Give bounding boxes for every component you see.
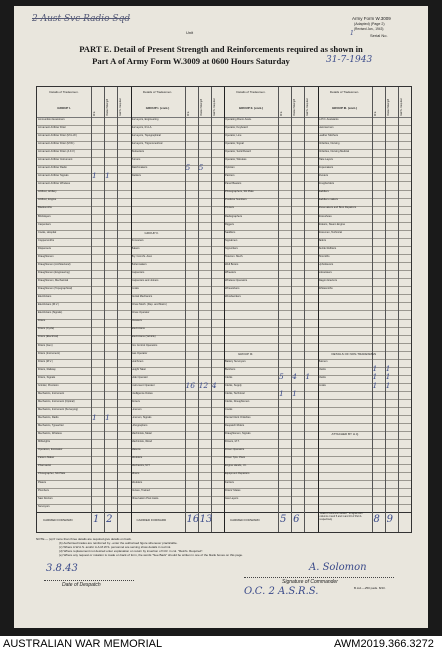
trade-name: Draughtsmen (Topographical) bbox=[38, 287, 73, 291]
column-subheader: Posted Strength bbox=[106, 98, 110, 116]
trade-name: Masons bbox=[131, 448, 141, 452]
trade-name: Grinder, Precision bbox=[38, 383, 59, 387]
trade-name: Plate Layers bbox=[318, 158, 333, 162]
trade-name: Blacksmiths bbox=[38, 206, 52, 210]
trade-name: Driver-Mech. (Rep. and Maint.) bbox=[131, 303, 168, 307]
trade-name: Fitters, Signals bbox=[38, 375, 56, 379]
trade-name: Surveyors, Trigonometrical bbox=[131, 141, 163, 145]
row-entry-reinf: 4 bbox=[211, 380, 217, 390]
trade-name: Cooks bbox=[131, 287, 139, 291]
group-heading: GROUP I. bbox=[57, 106, 71, 110]
trade-name: Despatch Riders bbox=[225, 424, 245, 428]
trade-name: Operators, Excavator bbox=[38, 448, 63, 452]
trade-name: G.P.O. Assistants bbox=[318, 117, 339, 121]
trade-name: Operator, Signal bbox=[225, 141, 244, 145]
trade-name: Tailors bbox=[318, 238, 326, 242]
despatch-date-handwritten: 3.8.43 bbox=[46, 563, 78, 574]
trade-name: Printers bbox=[225, 206, 234, 210]
trade-name: Pattern Maker bbox=[38, 456, 55, 460]
number-divider bbox=[117, 87, 118, 532]
trade-name: Battery Surveyors bbox=[225, 359, 246, 363]
serial-no-label: Serial No. bbox=[370, 33, 388, 38]
trade-name: Cooks bbox=[318, 383, 326, 387]
form-ref-3: (Revised Jan., 1943) bbox=[354, 27, 384, 31]
group-heading: GROUP I. (cont.) bbox=[145, 106, 170, 110]
trade-name: Observation Post Assts. bbox=[131, 496, 160, 500]
number-divider bbox=[211, 87, 212, 532]
trade-name: Tinsmiths bbox=[318, 254, 330, 258]
trade-name: Armourers bbox=[131, 238, 144, 242]
trade-name: Clerks bbox=[318, 375, 326, 379]
trade-name: Bty. Comd's. Asst. bbox=[131, 254, 153, 258]
trade-name: Carpenters and Joiners bbox=[131, 279, 159, 283]
details-heading: Details of Tradesmen. bbox=[329, 90, 360, 94]
form-date-handwritten: 31-7-1943 bbox=[326, 55, 373, 65]
trade-name: Mechanics, Wireless bbox=[38, 432, 62, 436]
trade-name: Mechanics, M.T. bbox=[131, 464, 151, 468]
form-title-line2: Part A of Army Form W.3009 at 0600 Hours Saturday bbox=[92, 56, 290, 66]
number-divider bbox=[185, 87, 186, 532]
trade-name: Mechanics, Radio bbox=[38, 416, 59, 420]
trade-name: Driver-Operator bbox=[131, 311, 150, 315]
trade-name: Draughtsmen, Mechanical bbox=[38, 279, 69, 283]
trade-name: Armament Artificer Fitter (M.W.) bbox=[38, 141, 75, 145]
carried-forward-we: 16 bbox=[186, 514, 200, 525]
trade-name: Surveyors, Topographical bbox=[131, 133, 161, 137]
trade-name: Machinists, Metal bbox=[131, 432, 152, 436]
trade-name: Operator, Wireless bbox=[225, 158, 247, 162]
trade-name: Armament Artificer Fitter (A.F.V.) bbox=[38, 150, 76, 154]
serial-no-value: 1 bbox=[350, 30, 354, 37]
trade-name: Stokers, Steam Engine bbox=[318, 222, 346, 226]
trade-name: Cooks, Hospital bbox=[38, 230, 57, 234]
trade-name: Linemen bbox=[131, 408, 142, 411]
trade-name: Saddlers bbox=[318, 190, 329, 194]
strength-table bbox=[36, 86, 412, 533]
trade-name: Operator, Keyboard bbox=[225, 125, 248, 129]
totals-note: Totals of columns marked * to agree with columns 4 and 5 and 1 and 16 of Part A respectively bbox=[319, 512, 363, 521]
trade-name: Saw Doctors bbox=[38, 496, 53, 500]
trade-name: Draughtsmen, Signals bbox=[225, 432, 251, 436]
row-entry-posted: 5 bbox=[198, 162, 204, 172]
group-heading: GROUP II. (cont.) bbox=[238, 106, 264, 110]
trade-name: Riggers bbox=[225, 222, 234, 226]
trade-name: Electricians (Vehicle) bbox=[131, 335, 156, 339]
group-heading: GROUP III. (cont.) bbox=[331, 106, 358, 110]
trade-name: Photographers, Slit Plate bbox=[225, 190, 254, 194]
trade-name: Dispensers bbox=[38, 246, 51, 250]
column-subheader: W.E. bbox=[280, 110, 283, 116]
column-divider bbox=[318, 87, 319, 532]
trade-name: Well Borers bbox=[225, 262, 239, 266]
trade-name: Turners bbox=[131, 158, 141, 162]
trade-name: Draughtsmen bbox=[38, 254, 54, 258]
row-entry-we: 1 bbox=[372, 380, 378, 390]
column-subheader: W.E. bbox=[186, 110, 190, 116]
carried-forward-posted: 2 bbox=[106, 514, 113, 525]
row-entry-we: 1 bbox=[372, 372, 378, 382]
note-line-2: (b) Authorised trades are reinforced by...enter the authorised figure whenever practicable. bbox=[59, 541, 178, 545]
trade-name: Mechanics, Instrument bbox=[38, 391, 65, 395]
group-label: DETAILS OF NON-TRADESMEN bbox=[331, 351, 377, 356]
trade-name: Wagon Erectors bbox=[318, 279, 337, 283]
trade-name: Linemen, Signals bbox=[131, 416, 152, 420]
trade-name: Clerks bbox=[318, 367, 326, 371]
trade-name: Miners bbox=[131, 472, 140, 476]
row-entry-posted: 1 bbox=[292, 388, 297, 398]
trade-name: Signalmen bbox=[225, 238, 238, 242]
trade-name: Armament Artificer Radio bbox=[38, 166, 67, 170]
trade-name: Armament Artificer Wireless bbox=[38, 182, 70, 186]
trade-name: Carpenters bbox=[38, 222, 51, 226]
trade-name: Instrument Operator bbox=[131, 383, 155, 387]
row-entry-posted: 1 bbox=[385, 380, 391, 390]
trade-name: Textile Refitters bbox=[318, 246, 337, 250]
trade-name: Clerks, Supply bbox=[225, 383, 242, 387]
trade-name: Armament Artificer Fitter bbox=[38, 125, 66, 129]
form-ref-2: (Adapted) (Page 2) bbox=[354, 22, 385, 26]
trade-name: Leather Stitchers bbox=[318, 133, 339, 137]
trade-name: Panel Beaters bbox=[225, 182, 242, 186]
number-divider bbox=[304, 87, 305, 532]
trade-name: Fitters (Gun) bbox=[38, 343, 53, 347]
trade-name: Gas Layers bbox=[225, 496, 239, 500]
row-entry-posted: 1 bbox=[105, 412, 110, 422]
trade-name: Toolsetters bbox=[131, 150, 145, 154]
number-divider bbox=[398, 87, 399, 532]
trade-name: Photographer, Slit Plate bbox=[38, 472, 66, 476]
details-heading: Details of Tradesmen. bbox=[236, 90, 266, 94]
trade-name: Millwrights bbox=[38, 440, 51, 444]
trade-name: Vulcanisers bbox=[318, 270, 332, 274]
trade-name: Engine Hands, I.C. bbox=[225, 464, 247, 468]
note-line-4: (d) Where replacement not desired enter explanation on return by insertion of N.R. in col. "Reinfs. Required". bbox=[59, 549, 204, 553]
group-label: GROUP III. bbox=[238, 351, 254, 356]
trade-name: Fitters bbox=[38, 319, 46, 323]
row-entry-posted: 1 bbox=[385, 372, 391, 382]
trade-name: Signwriters bbox=[225, 246, 238, 250]
trade-name: Painters bbox=[225, 174, 235, 178]
row-entry-reinf: 1 bbox=[305, 372, 311, 382]
trade-name: Mechanics, Instrument (Optical) bbox=[38, 399, 75, 403]
trade-name: Bakers bbox=[131, 246, 140, 250]
trade-name: Lithographers bbox=[131, 424, 148, 428]
trade-name: Woodworkers bbox=[225, 295, 241, 299]
trade-name: Electricians bbox=[38, 295, 52, 299]
carried-forward-label: CARRIED FORWARD bbox=[230, 518, 260, 522]
trade-name: Watchmakers bbox=[131, 166, 148, 170]
trade-name: Bricklayers bbox=[38, 214, 51, 218]
trade-name: Coppersmiths bbox=[38, 238, 55, 242]
trade-name: Armament Artificer Fitter (M.G.W.) bbox=[38, 133, 78, 137]
trade-name: Joiners bbox=[131, 399, 140, 403]
group-label: GROUP II. bbox=[144, 230, 159, 235]
details-heading: Details of Tradesmen. bbox=[49, 90, 79, 94]
trade-name: Rougheriders bbox=[318, 182, 335, 186]
trade-name: Fitters (Instrument) bbox=[38, 351, 60, 355]
column-subheader: Reinfs. Required bbox=[212, 98, 216, 116]
row-entry-posted: 4 bbox=[292, 372, 297, 382]
trade-name: Drivers, M.T. bbox=[225, 440, 240, 444]
trade-name: Optician bbox=[225, 166, 235, 170]
trade-name: Wireless Operators bbox=[225, 279, 248, 283]
trade-name: Surveyors, R.A.A. bbox=[131, 125, 153, 129]
despatch-date-line bbox=[44, 580, 134, 581]
trade-name: Electricians (M.V.) bbox=[38, 303, 59, 307]
trade-name: Clerks bbox=[225, 375, 233, 379]
trade-name: Fitters (M.V.) bbox=[38, 359, 53, 363]
carried-forward-we: 5 bbox=[280, 514, 287, 525]
trade-name: Fitters (Electrical) bbox=[38, 335, 59, 339]
unit-label: Unit bbox=[186, 30, 194, 35]
trade-name: Equipment Repairers bbox=[225, 472, 250, 476]
column-subheader: Reinfs. Required bbox=[119, 98, 123, 116]
row-entry-posted: 12 bbox=[198, 380, 209, 390]
trade-name: Intelligence Duties bbox=[131, 391, 153, 395]
trade-name: Wheelers bbox=[225, 270, 236, 274]
carried-forward-label: CARRIED FORWARD bbox=[43, 518, 73, 522]
trade-name: Orderlies, Nursing Medical bbox=[318, 150, 350, 154]
column-subheader: Reinfs. Required bbox=[399, 98, 403, 116]
trade-name: Predictor Numbers bbox=[225, 198, 247, 202]
note-line-1: NOTE.— (a) If more than three details are required give details on back. bbox=[36, 537, 132, 541]
carried-forward-posted: 6 bbox=[293, 514, 300, 525]
row-entry-we: 1 bbox=[92, 412, 97, 422]
carried-forward-label: CARRIED FORWARD bbox=[136, 518, 167, 522]
trade-name: Electricians bbox=[131, 327, 145, 331]
trade-name: Batmen bbox=[318, 359, 328, 363]
despatch-date-label: Date of Despatch bbox=[62, 582, 101, 588]
trade-name: Nurses, Trained bbox=[131, 488, 150, 492]
trade-name: Dressers bbox=[131, 319, 142, 323]
trade-name: Platers bbox=[38, 480, 47, 484]
trade-name: Surveyors, Engineering bbox=[131, 117, 159, 121]
trade-name: Storeshoes bbox=[318, 214, 332, 218]
trade-name: Clerks, Technical bbox=[225, 391, 245, 395]
trade-name: Draughtsmen (Architectural) bbox=[38, 262, 71, 266]
trade-name: Whitesmiths bbox=[318, 287, 333, 291]
trade-name: Surveyors bbox=[38, 504, 50, 508]
trade-name: Moulders bbox=[131, 456, 143, 460]
column-subheader: Posted Strength bbox=[199, 98, 203, 116]
trade-name: Plumbers bbox=[38, 488, 49, 492]
trade-name: Fitters (Cycle) bbox=[38, 327, 55, 331]
trade-name: Fire Control Operators bbox=[131, 343, 158, 347]
trade-name: Riveters bbox=[318, 174, 329, 178]
carried-forward-posted: 9 bbox=[386, 514, 394, 525]
row-entry-posted: 1 bbox=[105, 170, 110, 180]
trade-name: Shoemakers and Boot Repairers bbox=[318, 206, 357, 210]
trade-name: Saddlers makers bbox=[318, 198, 338, 202]
trade-name: Radiographers bbox=[225, 214, 243, 218]
row-entry-posted: 1 bbox=[385, 364, 391, 374]
trade-name: Pharmacist bbox=[38, 464, 51, 468]
form-sheet bbox=[14, 6, 428, 628]
trade-name: Butchers bbox=[225, 367, 236, 371]
trade-name: Mechanics, Typewriter bbox=[38, 424, 64, 428]
commander-rank-handwritten: O.C. 2 A.S.R.S. bbox=[244, 586, 319, 597]
trade-name: Hutchmen bbox=[131, 359, 144, 363]
row-entry-we: 1 bbox=[372, 364, 378, 374]
trade-name: Wireworkers bbox=[225, 287, 240, 291]
signature-line bbox=[244, 577, 394, 578]
carried-forward-posted: 13 bbox=[199, 514, 213, 525]
number-divider bbox=[104, 87, 105, 532]
number-divider bbox=[385, 87, 386, 532]
trade-name: Upholsterers bbox=[318, 262, 334, 266]
trade-name: Fitters' Mates bbox=[225, 488, 241, 492]
trade-name: Clerks, Draughtsmen bbox=[225, 399, 250, 403]
column-subheader: Posted Strength bbox=[386, 98, 390, 116]
group-label: ATTACHED BY H.Q. bbox=[331, 432, 360, 437]
trade-name: Armament Artificer Instrument bbox=[38, 158, 73, 162]
trade-name: Dental Clerk Orderlies bbox=[225, 416, 251, 420]
column-subheader: W.E. bbox=[93, 110, 96, 116]
trade-name: Draughtsmen (Engineering) bbox=[38, 270, 70, 274]
trade-name: Boilermakers bbox=[131, 262, 147, 266]
carried-forward-we: 1 bbox=[93, 514, 100, 525]
trade-name: Electricians (Signals) bbox=[38, 311, 63, 315]
unit-name-handwritten: 2 Aust Svc Radio Sqd bbox=[32, 14, 131, 24]
number-divider bbox=[278, 87, 279, 532]
trade-name: Carpenters bbox=[131, 270, 145, 274]
trade-name: Operator, Line bbox=[225, 133, 242, 137]
trade-name: Telecom. Mech. bbox=[225, 254, 244, 258]
note-line-3: (c) Where A.W.A.S. and/or A.A.M.W.S. personnel are serving show details in red ink. bbox=[59, 545, 172, 549]
trade-name: Hammermen bbox=[318, 125, 334, 129]
trade-name: Ammunition Examiners bbox=[38, 117, 65, 121]
row-entry-we: 1 bbox=[279, 388, 284, 398]
trade-name: Saddlers bbox=[225, 230, 236, 234]
trade-name: Ropemakers bbox=[318, 166, 334, 170]
trade-name: Orderlies, Nursing bbox=[318, 141, 340, 145]
trade-name: Hide Operator bbox=[131, 375, 148, 379]
caption-left: AUSTRALIAN WAR MEMORIAL bbox=[3, 638, 163, 650]
trade-name: Mechanics, Instrument (Surveying) bbox=[38, 408, 79, 411]
number-divider bbox=[91, 87, 92, 532]
trade-name: Cooks bbox=[225, 408, 233, 411]
trade-name: Storemen, Technical bbox=[318, 230, 342, 234]
trade-name: Operating Room Assts. bbox=[225, 117, 252, 121]
caption-right: AWM2019.366.3272 bbox=[334, 638, 434, 650]
column-subheader: Posted Strength bbox=[293, 98, 297, 116]
row-entry-we: 1 bbox=[92, 170, 97, 180]
trade-name: Operator, Switchboard bbox=[225, 150, 251, 154]
signature-label: Signature of Commander bbox=[282, 579, 338, 585]
note-line-5: (e) Where any request or notation is made on back of form, the words "See Back" should be written in one of the blank boxes on this page. bbox=[59, 553, 243, 557]
number-divider bbox=[291, 87, 292, 532]
trade-name: Fitters, Railway bbox=[38, 367, 56, 371]
form-ref-1: Army Form W.3009 bbox=[352, 16, 391, 21]
details-heading: Details of Tradesmen. bbox=[142, 90, 173, 94]
form-title-line1: PART E. Detail of Present Strength and Reinforcements required as shown in bbox=[79, 44, 363, 54]
trade-name: Artificer, Artillery bbox=[38, 190, 57, 194]
trade-name: Dental Mechanics bbox=[131, 295, 153, 299]
row-entry-we: 16 bbox=[185, 380, 196, 390]
trade-name: Driver Operators bbox=[225, 448, 245, 452]
trade-name: Moulders bbox=[131, 480, 143, 484]
trade-name: Welders bbox=[131, 174, 141, 178]
trade-name: Gas Operator bbox=[131, 351, 148, 355]
row-entry-we: 5 bbox=[279, 372, 284, 382]
print-reference: B.Ltd.—250 pads. 8/43. bbox=[354, 586, 386, 590]
trade-name: Driver Tpts. Plant bbox=[225, 456, 245, 460]
commander-signature: A. Solomon bbox=[309, 562, 367, 573]
row-entry-we: 5 bbox=[185, 162, 191, 172]
trade-name: Artificer, Engine bbox=[38, 198, 57, 202]
trade-name: Height Taker bbox=[131, 367, 147, 371]
carried-forward-we: 8 bbox=[373, 514, 380, 525]
number-divider bbox=[372, 87, 373, 532]
trade-name: Armament Artificer Signals bbox=[38, 174, 69, 178]
column-subheader: W.E. bbox=[373, 110, 377, 116]
column-subheader: Reinfs. Required bbox=[306, 98, 310, 116]
caption-bar bbox=[0, 636, 442, 653]
trade-name: Farriers bbox=[225, 480, 234, 484]
number-divider bbox=[198, 87, 199, 532]
trade-name: Machinists, Wood bbox=[131, 440, 152, 444]
